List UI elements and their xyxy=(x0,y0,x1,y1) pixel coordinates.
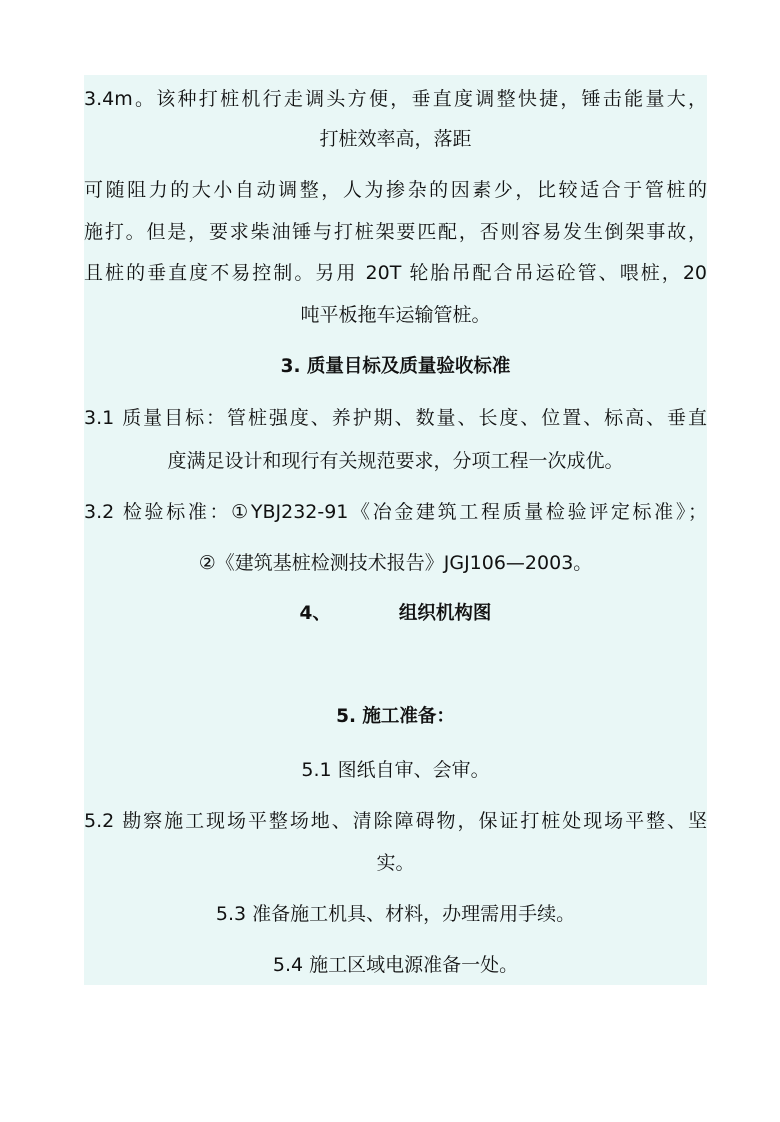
paragraph-2-line-2: 施打。但是，要求柴油锤与打桩架要匹配，否则容易发生倒架事故， xyxy=(84,221,707,243)
paragraph-1-line-1: 3.4m。该种打桩机行走调头方便，垂直度调整快捷，锤击能量大， xyxy=(84,88,707,110)
paragraph-2-line-1: 可随阻力的大小自动调整，人为掺杂的因素少，比较适合于管桩的 xyxy=(84,179,707,201)
paragraph-1-line-2: 打桩效率高，落距 xyxy=(319,128,472,150)
document-content-block xyxy=(84,75,707,985)
section-5-1: 5.1 图纸自审、会审。 xyxy=(301,759,490,781)
section-3-heading: 3. 质量目标及质量验收标准 xyxy=(280,356,511,377)
section-5-4: 5.4 施工区域电源准备一处。 xyxy=(272,954,519,976)
section-4-number: 4、 xyxy=(299,603,331,624)
section-3-2-line-2: ②《建筑基桩检测技术报告》JGJ106—2003。 xyxy=(198,552,593,574)
section-3-1-line-1: 3.1 质量目标：管桩强度、养护期、数量、长度、位置、标高、垂直 xyxy=(84,407,707,429)
section-5-heading: 5. 施工准备： xyxy=(336,706,455,727)
section-3-2-line-1: 3.2 检验标准：①YBJ232-91《冶金建筑工程质量检验评定标准》； xyxy=(84,501,707,523)
section-4-title: 组织机构图 xyxy=(398,603,492,624)
paragraph-2-line-3: 且桩的垂直度不易控制。另用 20T 轮胎吊配合吊运砼管、喂桩，20 xyxy=(84,262,707,284)
section-5-2-line-2: 实。 xyxy=(376,852,415,874)
section-5-3: 5.3 准备施工机具、材料，办理需用手续。 xyxy=(215,903,576,925)
section-4-heading xyxy=(84,602,707,626)
section-3-1-line-2: 度满足设计和现行有关规范要求，分项工程一次成优。 xyxy=(167,450,624,472)
paragraph-2-line-4: 吨平板拖车运输管桩。 xyxy=(300,304,491,326)
section-5-2-line-1: 5.2 勘察施工现场平整场地、清除障碍物，保证打桩处现场平整、坚 xyxy=(84,810,707,832)
